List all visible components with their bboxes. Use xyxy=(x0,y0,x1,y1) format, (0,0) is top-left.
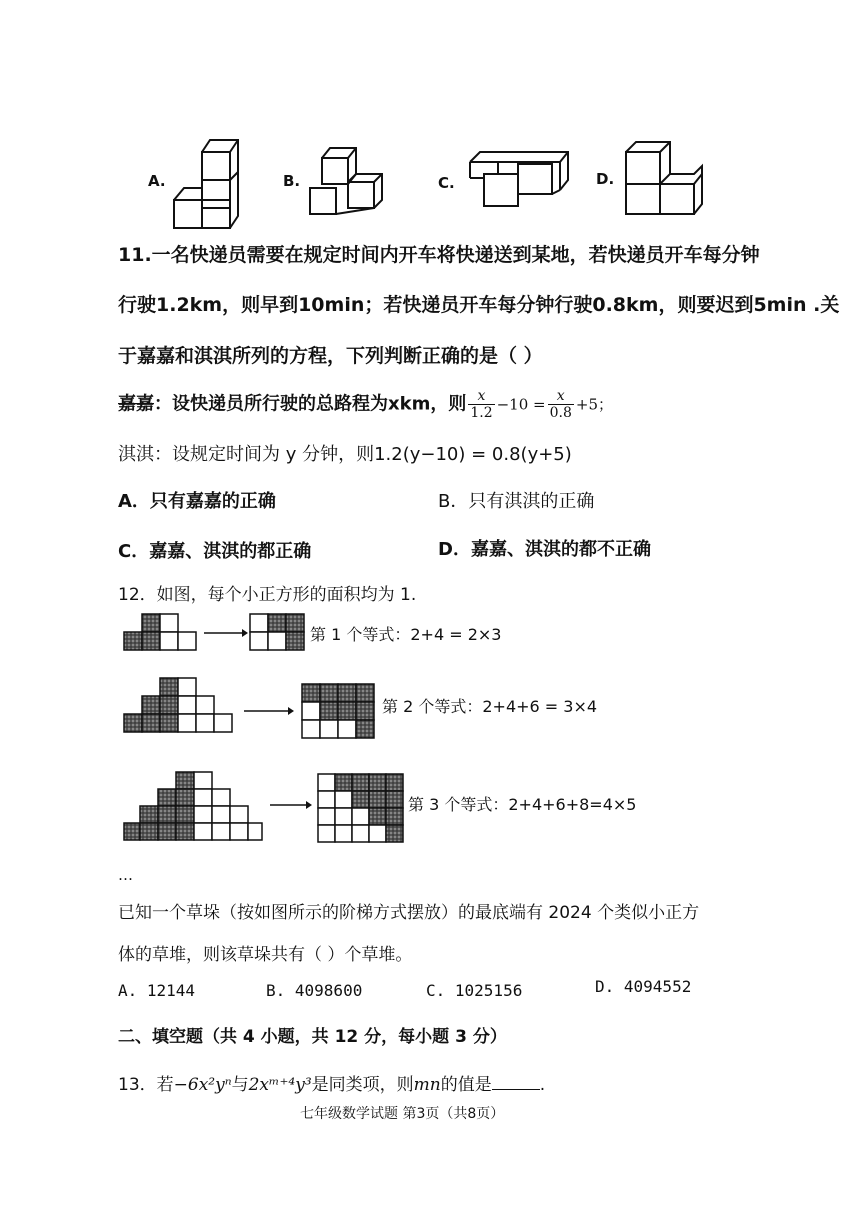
stair-figure-3 xyxy=(124,770,264,844)
option-a-label: A. xyxy=(148,172,166,190)
q12-stem: 12．如图，每个小正方形的面积均为 1. xyxy=(118,585,417,605)
ellipsis: … xyxy=(118,866,133,884)
arrow-1 xyxy=(204,628,248,638)
q13 xyxy=(118,1070,545,1095)
rect-figure-2 xyxy=(302,682,376,740)
q12-option-b: B. 4098600 xyxy=(266,981,363,1000)
q13-term1: −6x²yⁿ xyxy=(173,1075,232,1095)
cube-figure-a xyxy=(172,136,244,228)
jiajia-frac1-den: 1.2 xyxy=(470,405,493,421)
q12-line1: 已知一个草垛（按如图所示的阶梯方式摆放）的最底端有 2024 个类似小正方 xyxy=(118,903,700,923)
jiajia-mid: −10 = xyxy=(496,395,546,414)
jiajia-frac2-den: 0.8 xyxy=(549,405,572,421)
page-footer: 七年级数学试题 第3页（共8页） xyxy=(300,1106,505,1122)
q13-dot: . xyxy=(539,1075,546,1095)
option-d-label: D. xyxy=(596,170,615,188)
q11-line2: 行驶1.2km，则早到10min；若快递员开车每分钟行驶0.8km，则要迟到5min .关 xyxy=(118,294,840,316)
q11-option-d: D．嘉嘉、淇淇的都不正确 xyxy=(438,539,651,560)
jiajia-frac2-num: x xyxy=(548,388,574,405)
q13-pre: 13．若 xyxy=(118,1075,174,1095)
jiajia-text: ：设快递员所行驶的总路程为xkm，则 xyxy=(154,393,467,415)
rect-figure-3 xyxy=(318,772,406,844)
jiajia-name: 嘉嘉 xyxy=(118,393,154,415)
q13-mid: 与 xyxy=(231,1075,249,1095)
equation-3: 第 3 个等式：2+4+6+8=4×5 xyxy=(408,795,637,814)
q11-jiajia-equation xyxy=(118,388,613,421)
q11-line3: 于嘉嘉和淇淇所列的方程，下列判断正确的是（ ） xyxy=(118,345,543,367)
q11-option-b: B．只有淇淇的正确 xyxy=(438,491,595,512)
q13-post: 是同类项，则 xyxy=(311,1075,414,1095)
option-b-label: B. xyxy=(283,172,301,190)
q12-option-a: A. 12144 xyxy=(118,981,196,1000)
stair-figure-2 xyxy=(124,676,232,736)
cube-figure-c xyxy=(462,148,574,210)
jiajia-end: +5； xyxy=(575,395,613,414)
q13-term2: 2xᵐ⁺⁴y³ xyxy=(248,1075,312,1095)
q13-end: 的值是 xyxy=(440,1075,492,1095)
jiajia-frac1-num: x xyxy=(468,388,494,405)
section-heading: 二、填空题（共 4 小题，共 12 分，每小题 3 分） xyxy=(118,1027,507,1047)
q11-option-a: A．只有嘉嘉的正确 xyxy=(118,491,276,512)
q11-qiqi-equation: 淇淇：设规定时间为 y 分钟，则1.2(y−10) = 0.8(y+5) xyxy=(118,444,572,465)
q12-option-d: D. 4094552 xyxy=(595,977,692,996)
arrow-2 xyxy=(244,706,294,716)
arrow-3 xyxy=(270,800,312,810)
q11-line1: 11.一名快递员需要在规定时间内开车将快递送到某地，若快递员开车每分钟 xyxy=(118,244,760,266)
answer-blank[interactable] xyxy=(492,1075,540,1090)
cube-figure-d xyxy=(624,138,704,218)
q12-option-c: C. 1025156 xyxy=(426,981,523,1000)
q12-line2: 体的草堆，则该草垛共有（ ）个草堆。 xyxy=(118,945,413,965)
cube-figure-b xyxy=(308,144,384,216)
jiajia-frac2 xyxy=(548,388,574,421)
stair-figure-1 xyxy=(124,612,196,652)
equation-1: 第 1 个等式：2+4 = 2×3 xyxy=(310,625,502,644)
option-c-label: C. xyxy=(438,174,455,192)
rect-figure-1 xyxy=(250,612,306,652)
jiajia-frac1 xyxy=(468,388,494,421)
q13-mn: mn xyxy=(413,1075,441,1095)
equation-2: 第 2 个等式：2+4+6 = 3×4 xyxy=(382,697,598,716)
q11-option-c: C．嘉嘉、淇淇的都正确 xyxy=(118,541,312,562)
